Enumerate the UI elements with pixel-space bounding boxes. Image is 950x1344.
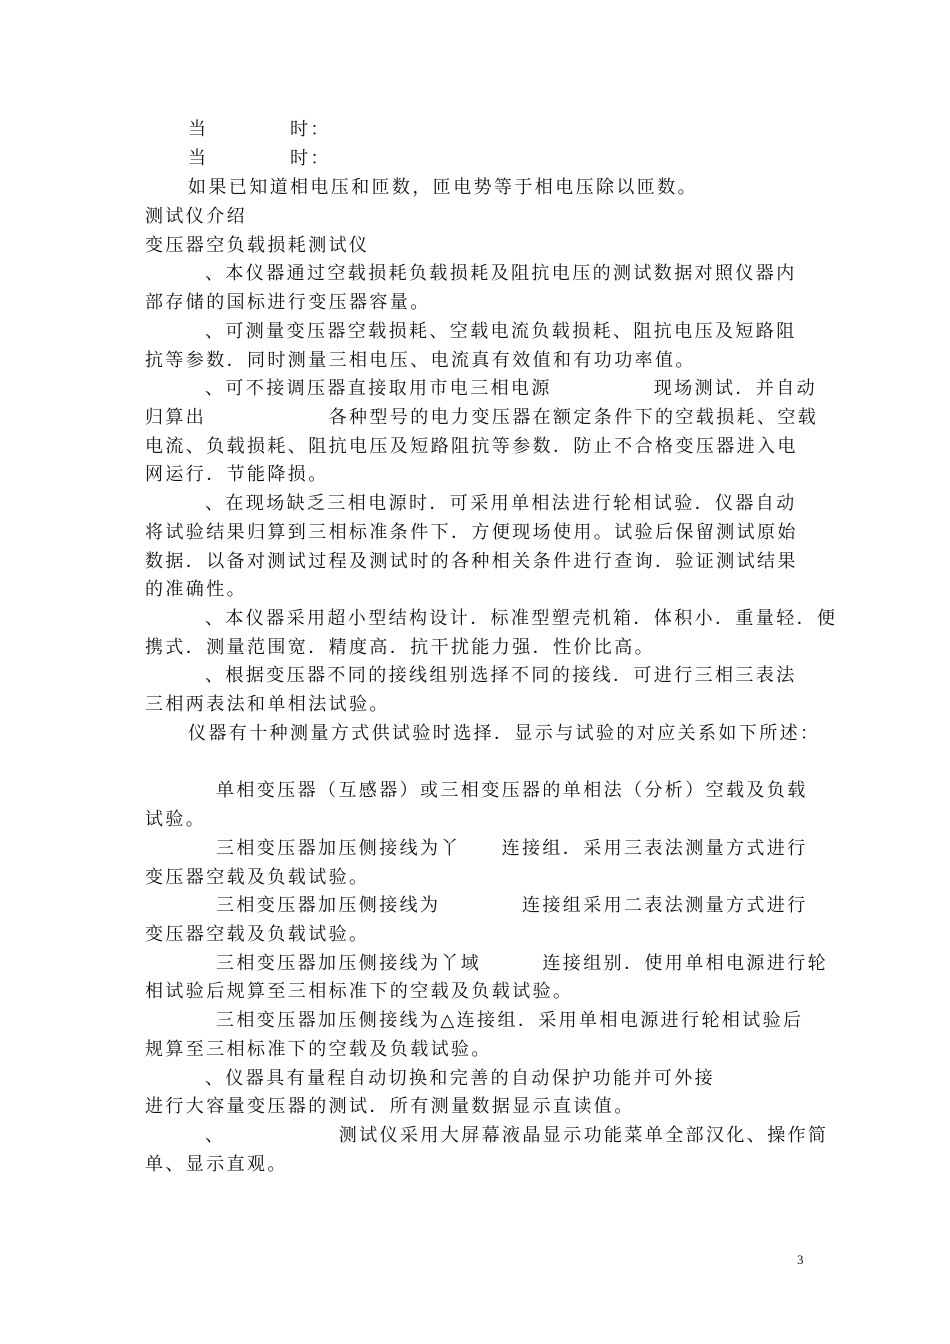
text-line: 抗等参数．同时测量三相电压、电流真有效值和有功功率值。	[145, 350, 696, 371]
text-line: 单、显示直观。	[145, 1154, 288, 1175]
text-line: 当 时：	[188, 148, 331, 169]
text-line: 、根据变压器不同的接线组别选择不同的接线．可进行三相三表法	[205, 665, 797, 686]
text-line: 规算至三相标准下的空载及负载试验。	[145, 1039, 492, 1060]
text-line: 、本仪器采用超小型结构设计．标准型塑壳机箱．体积小．重量轻．便	[205, 608, 838, 629]
text-line: 如果已知道相电压和匝数，匝电势等于相电压除以匝数。	[188, 177, 698, 198]
text-line: 单相变压器（互感器）或三相变压器的单相法（分析）空载及负载	[216, 780, 808, 801]
text-line: 、仪器具有量程自动切换和完善的自动保护功能并可外接	[205, 1068, 715, 1089]
text-line: 当 时：	[188, 119, 331, 140]
subsection-heading: 变压器空负载损耗测试仪	[145, 235, 370, 256]
text-line: 的准确性。	[145, 579, 247, 600]
text-line: 三相变压器加压侧接线为△连接组．采用单相电源进行轮相试验后	[216, 1010, 804, 1031]
text-line: 变压器空载及负载试验。	[145, 867, 370, 888]
text-line: 进行大容量变压器的测试．所有测量数据显示直读值。	[145, 1096, 635, 1117]
page-number: 3	[797, 1252, 804, 1267]
text-line: 三相变压器加压侧接线为丫域 连接组别．使用单相电源进行轮	[216, 953, 828, 974]
text-line: 、本仪器通过空载损耗负载损耗及阻抗电压的测试数据对照仪器内	[205, 263, 797, 284]
text-line: 归算出 各种型号的电力变压器在额定条件下的空载损耗、空载	[145, 407, 819, 428]
text-line: 仪器有十种测量方式供试验时选择．显示与试验的对应关系如下所述：	[188, 723, 821, 744]
text-line: 变压器空载及负载试验。	[145, 924, 370, 945]
text-line: 部存储的国标进行变压器容量。	[145, 292, 431, 313]
text-line: 、可不接调压器直接取用市电三相电源 现场测试．并自动	[205, 378, 817, 399]
text-line: 三相两表法和单相法试验。	[145, 694, 390, 715]
text-line: 三相变压器加压侧接线为 连接组采用二表法测量方式进行	[216, 895, 808, 916]
text-line: 电流、负载损耗、阻抗电压及短路阻抗等参数．防止不合格变压器进入电	[145, 436, 798, 457]
text-line: 将试验结果归算到三相标准条件下．方便现场使用。试验后保留测试原始	[145, 522, 798, 543]
text-line: 、 测试仪采用大屏幕液晶显示功能菜单全部汉化、操作简	[205, 1125, 829, 1146]
text-line: 数据．以备对测试过程及测试时的各种相关条件进行查询．验证测试结果	[145, 551, 798, 572]
text-line: 、在现场缺乏三相电源时．可采用单相法进行轮相试验．仪器自动	[205, 493, 797, 514]
section-heading: 测试仪介绍	[145, 206, 247, 227]
text-line: 网运行．节能降损。	[145, 464, 329, 485]
text-line: 携式．测量范围宽．精度高．抗干扰能力强．性价比高。	[145, 637, 655, 658]
text-line: 三相变压器加压侧接线为丫 连接组．采用三表法测量方式进行	[216, 838, 808, 859]
text-line: 、可测量变压器空载损耗、空载电流负载损耗、阻抗电压及短路阻	[205, 321, 797, 342]
text-line: 相试验后规算至三相标准下的空载及负载试验。	[145, 981, 574, 1002]
text-line: 试验。	[145, 809, 207, 830]
